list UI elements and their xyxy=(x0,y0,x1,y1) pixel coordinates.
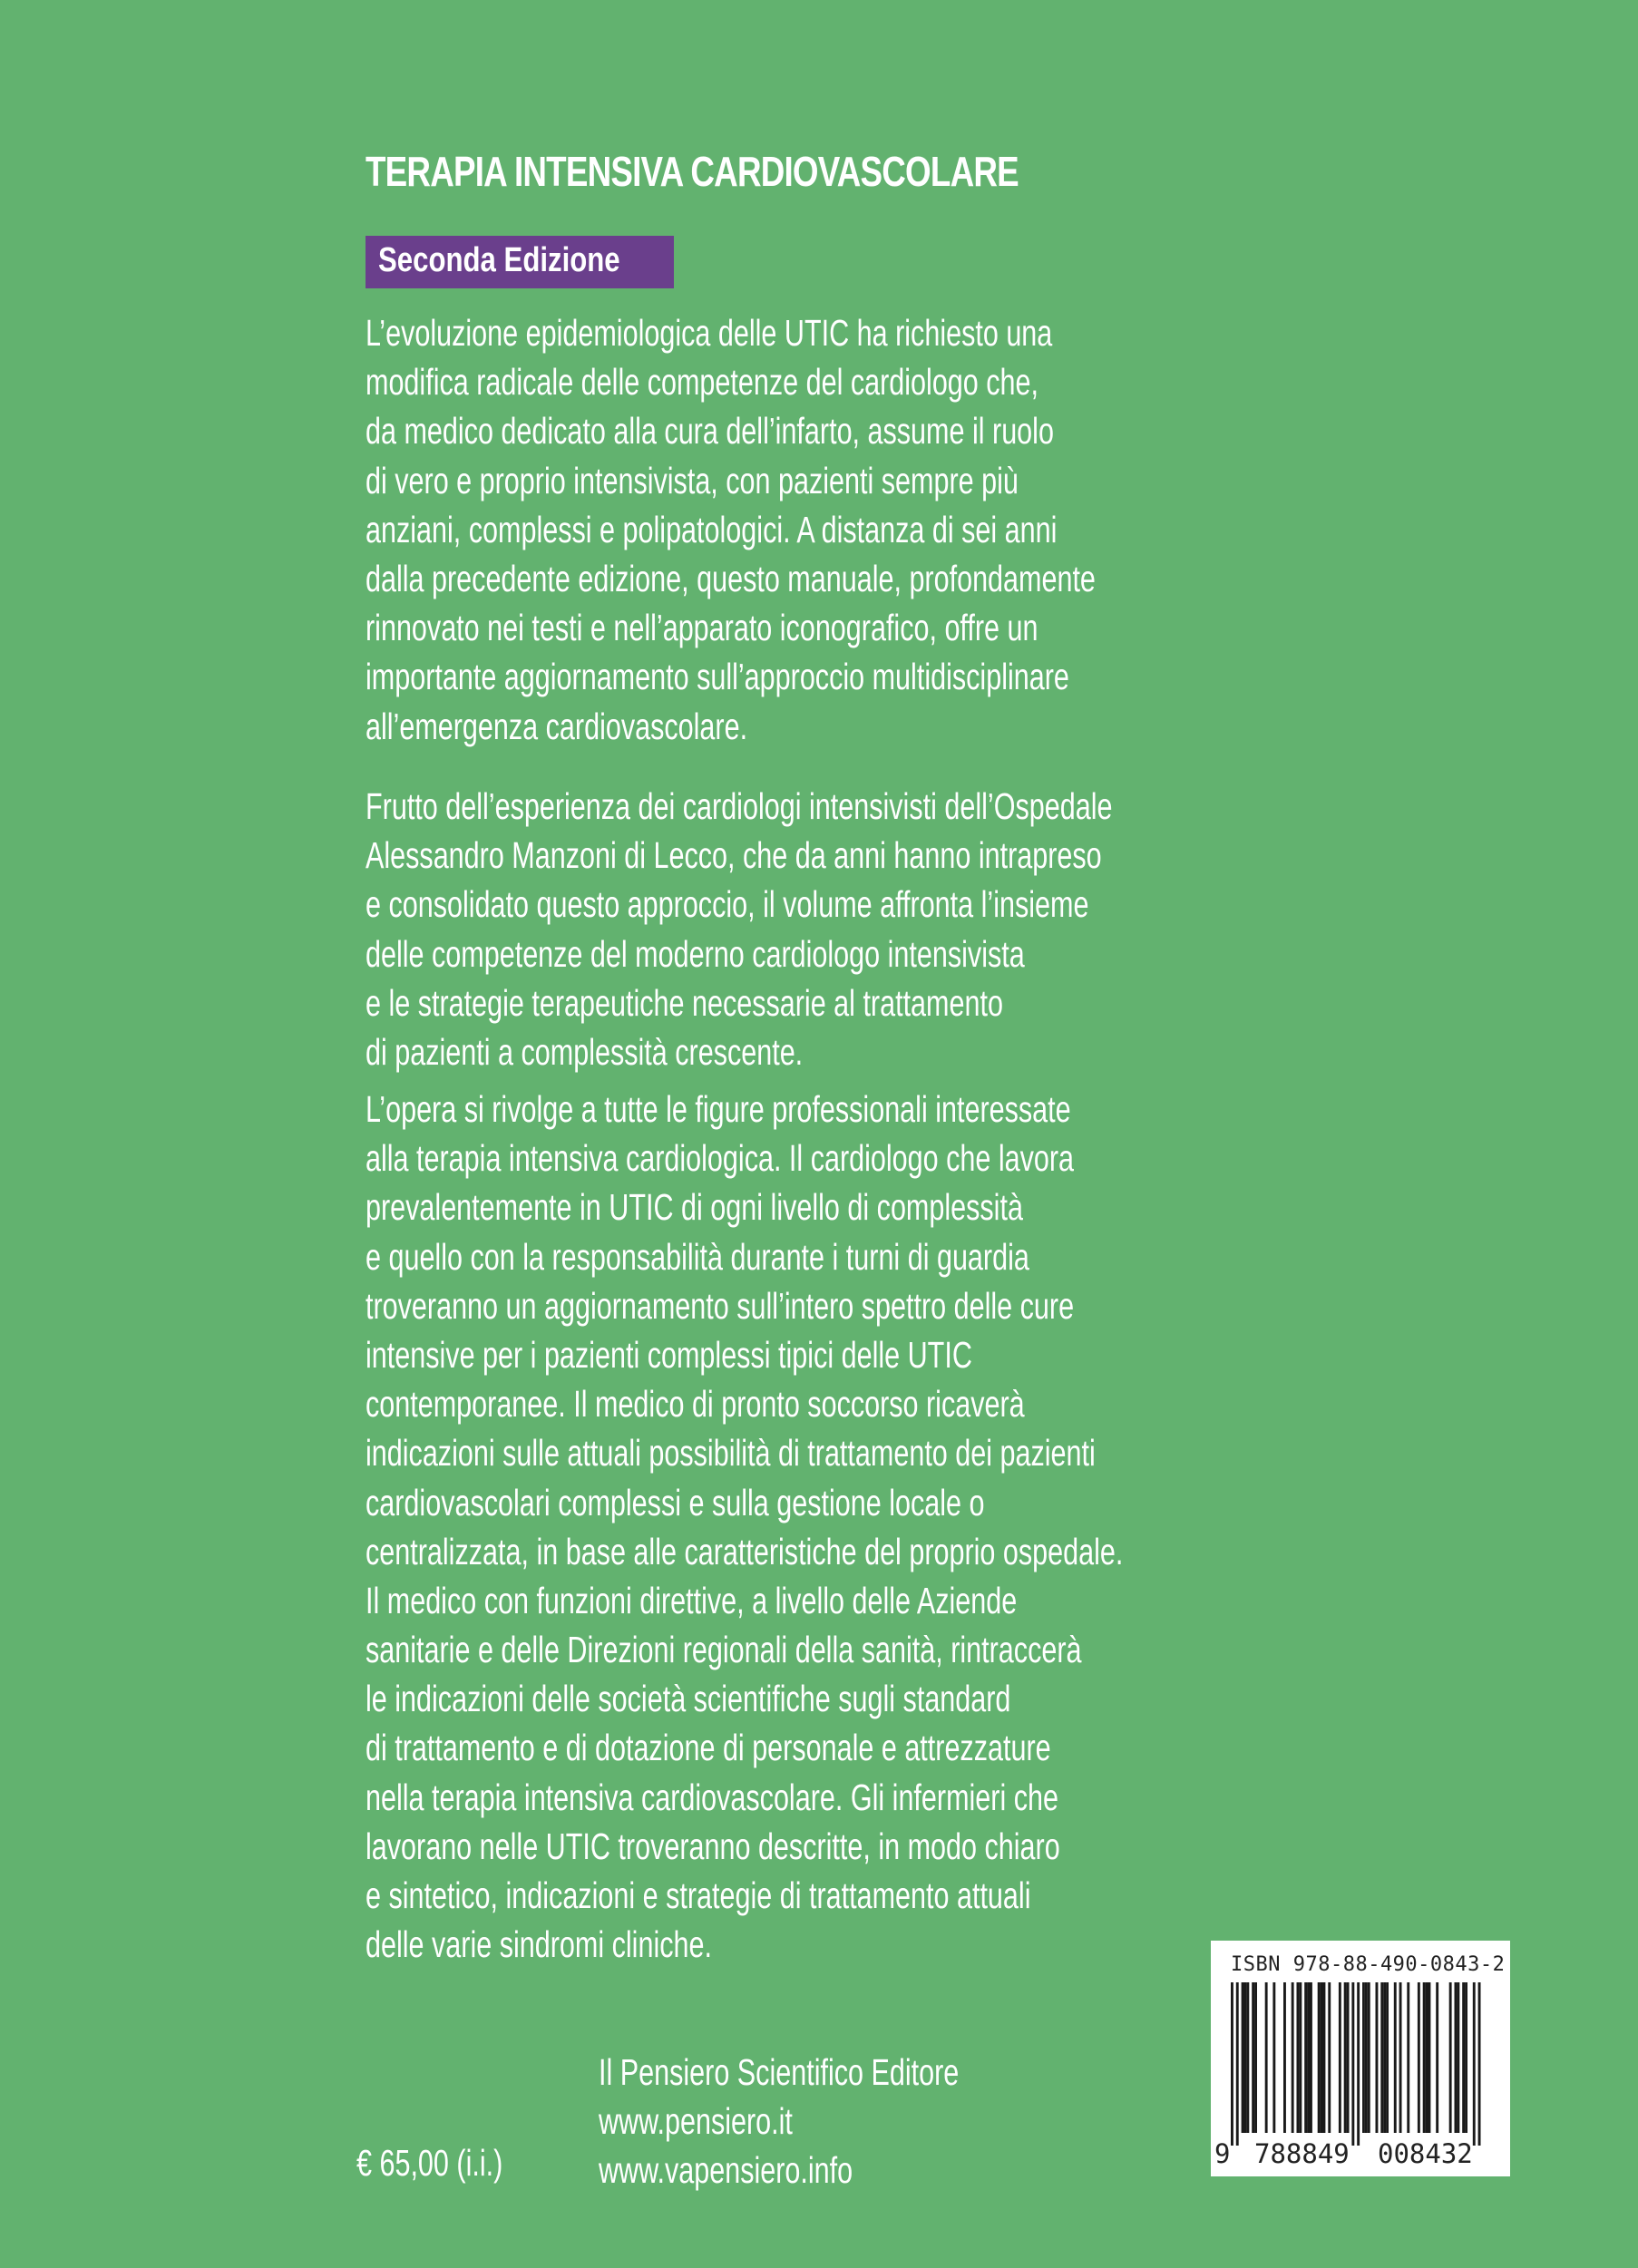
paragraph-line: contemporanee. Il medico di pronto soccorso ricaverà xyxy=(366,1383,1025,1426)
edition-label: Seconda Edizione xyxy=(378,241,620,279)
price-label: € 65,00 (i.i.) xyxy=(356,2142,503,2184)
paragraph-line: all’emergenza cardiovascolare. xyxy=(366,705,748,747)
paragraph-line: anziani, complessi e polipatologici. A distanza di sei anni xyxy=(366,508,1058,550)
barcode-bar xyxy=(1386,1982,1389,2133)
publisher-info xyxy=(599,2048,1082,2195)
barcode-bar xyxy=(1478,1982,1481,2146)
paragraph-line: intensive per i pazienti complessi tipici delle UTIC xyxy=(366,1333,972,1376)
barcode-bar xyxy=(1407,1982,1409,2133)
paragraph-line: e sintetico, indicazioni e strategie di trattamento attuali xyxy=(366,1874,1031,1916)
paragraph-line: da medico dedicato alla cura dell’infarto, assume il ruolo xyxy=(366,410,1054,453)
barcode-bar xyxy=(1244,1982,1247,2133)
paragraph-line: troveranno un aggiornamento sull’intero spettro delle cure xyxy=(366,1284,1075,1327)
paragraph-line: e le strategie terapeutiche necessarie al trattamento xyxy=(366,981,1003,1024)
barcode-bar xyxy=(1307,1982,1310,2133)
barcode-bar xyxy=(1310,1982,1312,2133)
paragraph-line: di trattamento e di dotazione di personale e attrezzature xyxy=(366,1727,1051,1769)
paragraph-line: cardiovascolari complessi e sulla gestione locale o xyxy=(366,1481,985,1523)
barcode-bar xyxy=(1339,1982,1341,2133)
barcode-bar xyxy=(1380,1982,1383,2133)
paragraph-line: nella terapia intensiva cardiovascolare. Gli infermieri che xyxy=(366,1776,1058,1818)
paragraph-line: alla terapia intensiva cardiologica. Il cardiologo che lavora xyxy=(366,1137,1075,1180)
barcode-bar xyxy=(1394,1982,1397,2133)
publisher-name: Il Pensiero Scientifico Editore xyxy=(599,2051,960,2093)
description-paragraph-2 xyxy=(366,782,1368,1076)
barcode-bar xyxy=(1344,1982,1347,2133)
paragraph-line: sanitarie e delle Direzioni regionali della sanità, rintraccerà xyxy=(366,1629,1082,1671)
barcode-bar xyxy=(1426,1982,1428,2133)
barcode-bar xyxy=(1242,1982,1244,2133)
price xyxy=(356,2138,553,2187)
barcode-left-digits: 788849 xyxy=(1254,2138,1350,2169)
barcode-bar xyxy=(1357,1982,1360,2146)
paragraph-line: centralizzata, in base alle caratteristiche del proprio ospedale. xyxy=(366,1530,1124,1572)
barcode-bar xyxy=(1299,1982,1302,2133)
barcode-bar xyxy=(1246,1982,1249,2133)
barcode-bar xyxy=(1436,1982,1438,2133)
paragraph-line: prevalentemente in UTIC di ogni livello di complessità xyxy=(366,1186,1023,1229)
publisher-website-alt: www.vapensiero.info xyxy=(599,2149,853,2192)
barcode-bar xyxy=(1383,1982,1386,2133)
barcode-bar xyxy=(1399,1982,1402,2133)
barcode-bar xyxy=(1465,1982,1467,2133)
paragraph-line: L’evoluzione epidemiologica delle UTIC ha richiesto una xyxy=(366,312,1053,354)
barcode-bar xyxy=(1236,1982,1239,2146)
barcode-bar xyxy=(1428,1982,1431,2133)
paragraph-line: dalla precedente edizione, questo manuale, profondamente xyxy=(366,557,1096,599)
barcode-bar xyxy=(1252,1982,1254,2133)
barcode-bar xyxy=(1254,1982,1257,2133)
paragraph-line: indicazioni sulle attuali possibilità di trattamento dei pazienti xyxy=(366,1432,1096,1475)
paragraph-line: di vero e proprio intensivista, con pazienti sempre più xyxy=(366,459,1019,501)
paragraph-line: le indicazioni delle società scientifiche sugli standard xyxy=(366,1678,1011,1720)
cover-title: TERAPIA INTENSIVA CARDIOVASCOLARE xyxy=(366,148,1019,195)
barcode-bar xyxy=(1455,1982,1458,2133)
barcode-bar xyxy=(1351,1982,1354,2146)
paragraph-line: modifica radicale delle competenze del cardiologo che, xyxy=(366,361,1039,404)
barcode-bar xyxy=(1473,1982,1476,2146)
barcode-first-digit: 9 xyxy=(1214,2138,1231,2169)
paragraph-line: Il medico con funzioni direttive, a livello delle Aziende xyxy=(366,1579,1018,1621)
paragraph-line: rinnovato nei testi e nell’apparato iconografico, offre un xyxy=(366,607,1038,649)
paragraph-line: Frutto dell’esperienza dei cardiologi intensivisti dell’Ospedale xyxy=(366,785,1113,827)
edition-banner xyxy=(366,236,674,288)
barcode-bar xyxy=(1449,1982,1452,2133)
barcode-bar xyxy=(1328,1982,1331,2133)
barcode-bar xyxy=(1321,1982,1323,2133)
barcode-icon xyxy=(1231,1982,1490,2146)
publisher-website: www.pensiero.it xyxy=(599,2100,793,2143)
barcode-bar xyxy=(1304,1982,1307,2133)
barcode-bar xyxy=(1283,1982,1286,2133)
barcode-box xyxy=(1211,1941,1510,2176)
barcode-bar xyxy=(1323,1982,1326,2133)
barcode-bar xyxy=(1418,1982,1420,2133)
barcode-bar xyxy=(1347,1982,1350,2133)
barcode-bar xyxy=(1265,1982,1268,2133)
paragraph-line: lavorano nelle UTIC troveranno descritte, in modo chiaro xyxy=(366,1825,1060,1867)
barcode-bar xyxy=(1292,1982,1294,2133)
paragraph-line: importante aggiornamento sull’approccio multidisciplinare xyxy=(366,656,1069,698)
isbn-label: ISBN 978-88-490-0843-2 xyxy=(1231,1953,1506,1976)
barcode-bar xyxy=(1376,1982,1379,2133)
barcode-bar xyxy=(1462,1982,1465,2133)
barcode-bar xyxy=(1365,1982,1368,2133)
barcode-bar xyxy=(1423,1982,1426,2133)
description-paragraph-1 xyxy=(366,308,1345,751)
barcode-bar xyxy=(1231,1982,1233,2146)
paragraph-line: Alessandro Manzoni di Lecco, che da anni hanno intrapreso xyxy=(366,834,1102,877)
paragraph-line: L’opera si rivolge a tutte le figure professionali interessate xyxy=(366,1088,1071,1130)
paragraph-line: e quello con la responsabilità durante i turni di guardia xyxy=(366,1235,1029,1278)
paragraph-line: e consolidato questo approccio, il volume affronta l’insieme xyxy=(366,883,1089,926)
description-paragraph-3 xyxy=(366,1085,1382,1969)
barcode-bar xyxy=(1272,1982,1275,2133)
barcode-right-digits: 008432 xyxy=(1378,2138,1473,2169)
paragraph-line: di pazienti a complessità crescente. xyxy=(366,1030,804,1073)
barcode-bar xyxy=(1457,1982,1459,2133)
paragraph-line: delle competenze del moderno cardiologo intensivista xyxy=(366,932,1025,975)
barcode-bar xyxy=(1362,1982,1365,2133)
barcode-bar xyxy=(1318,1982,1321,2133)
barcode-bar xyxy=(1297,1982,1300,2133)
paragraph-line: delle varie sindromi cliniche. xyxy=(366,1923,712,1966)
barcode-bar xyxy=(1368,1982,1370,2133)
